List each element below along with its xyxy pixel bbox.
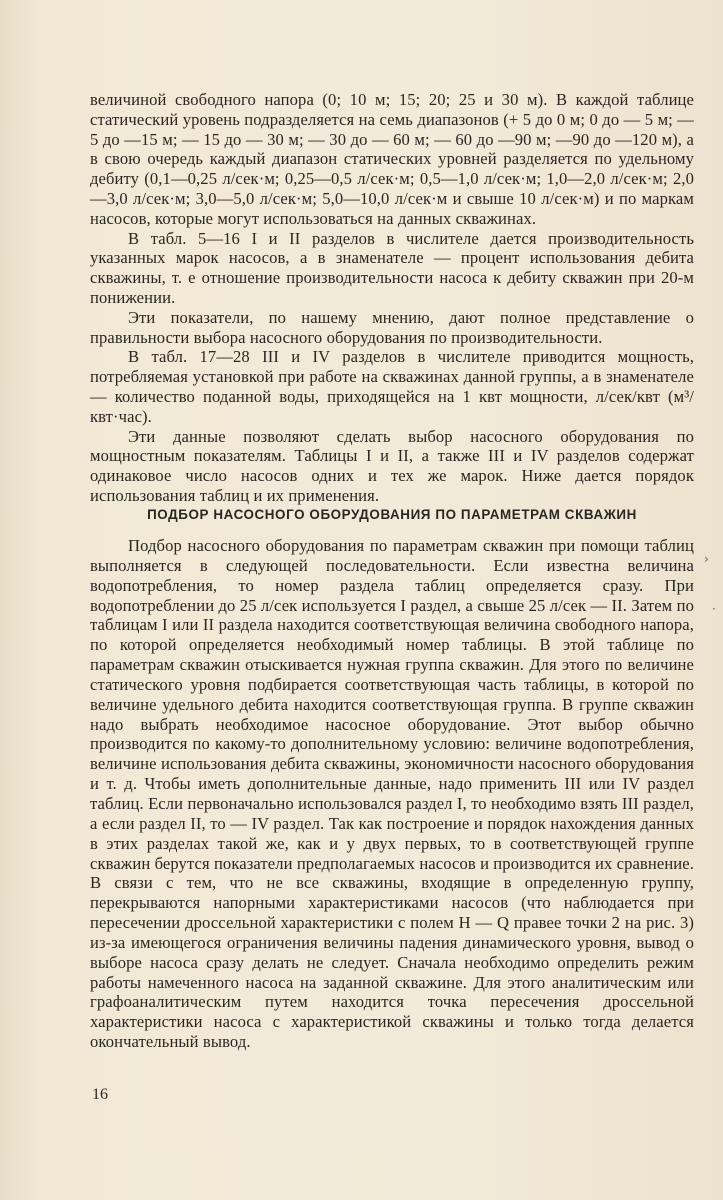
- paragraph-main: Подбор насосного оборудования по параметрам скважин при помощи таблиц выполняется в следующей последовательности. Если известна величина водопотребления, то номер раздела таблиц определяется сразу. При водопотреблении до 25 л/сек используется I раздел, а свыше 25 л/сек — II. Затем по таблицам I или II раздела находится соответствующая величина свободного напора, по которой определяется необходимый номер таблицы. В этой таблице по параметрам скважин отыскивается нужная группа скважин. Для этого по величине статического уровня подбирается соответствующая часть таблицы, в которой по величине удельного дебита находится соответствующая группа. В группе скважин надо выбрать необходимое насосное оборудование. Этот выбор обычно производится по какому-то дополнительному условию: величине водопотребления, величине использования дебита скважины, экономичности насосного оборудования и т. д. Чтобы иметь дополнительные данные, надо применить III или IV раздел таблиц. Если первоначально использовался раздел I, то необходимо взять III раздел, а если раздел II, то — IV раздел. Так как построение и порядок нахождения данных в этих разделах такой же, как и у двух первых, то в соответствующей группе скважин берутся показатели предполагаемых насосов и производится их сравнение. В связи с тем, что не все скважины, входящие в определенную группу, перекрываются напорными характеристиками насосов (что наблюдается при пересечении дроссельной характеристики с полем H — Q правее точки 2 на рис. 3) из-за имеющегося ограничения величины падения динамического уровня, вывод о выборе насоса сразу делать не следует. Сначала необходимо определить режим работы намеченного насоса на заданной скважине. Для этого аналитическим или графоаналитическим путем находится точка пересечения дроссельной характеристики насоса с характеристикой скважины и только тогда делается окончательный вывод.: [90, 536, 694, 1052]
- paragraph-2: В табл. 5—16 I и II разделов в числителе дается производительность указанных марок насосов, а в знаменателе — процент использования дебита скважины, т. е отношение производительности насоса к дебиту скважин при 20-м понижении.: [90, 228, 694, 307]
- paragraph-3: Эти показатели, по нашему мнению, дают полное представление о правильности выбора насосного оборудования по производительности.: [90, 307, 694, 347]
- section-heading: ПОДБОР НАСОСНОГО ОБОРУДОВАНИЯ ПО ПАРАМЕТРАМ СКВАЖИН: [147, 507, 637, 522]
- page-number: 16: [92, 1086, 108, 1103]
- margin-tick-mark: ›: [704, 552, 709, 566]
- paragraph-5: Эти данные позволяют сделать выбор насосного оборудования по мощностным показателям. Таблицы I и II, а также III и IV разделов содержат одинаковое число насосов одних и тех же марок. Ниже дается порядок использования таблиц и их применения.: [90, 426, 694, 505]
- top-text-block: [90, 90, 694, 506]
- main-text-block: [90, 536, 694, 1052]
- paragraph-1: величиной свободного напора (0; 10 м; 15; 20; 25 и 30 м). В каждой таблице статический уровень подразделяется на семь диапазонов (+ 5 до 0 м; 0 до — 5 м; —5 до —15 м; — 15 до — 30 м; — 30 до — 60 м; — 60 до —90 м; —90 до —120 м), а в свою очередь каждый диапазон статических уровней разделяется по удельному дебиту (0,1—0,25 л/сек·м; 0,25—0,5 л/сек·м; 0,5—1,0 л/сек·м; 1,0—2,0 л/сек·м; 2,0—3,0 л/сек·м; 3,0—5,0 л/сек·м; 5,0—10,0 л/сек·м и свыше 10 л/сек·м) и по маркам насосов, которые могут использоваться на данных скважинах.: [90, 90, 694, 228]
- paragraph-4: В табл. 17—28 III и IV разделов в числителе приводится мощность, потребляемая установкой при работе на скважинах данной группы, а в знаменателе — количество поданной воды, приходящейся на 1 квт мощности, л/сек/квт (м³/квт·час).: [90, 347, 694, 426]
- margin-dot-mark: ·: [712, 602, 716, 616]
